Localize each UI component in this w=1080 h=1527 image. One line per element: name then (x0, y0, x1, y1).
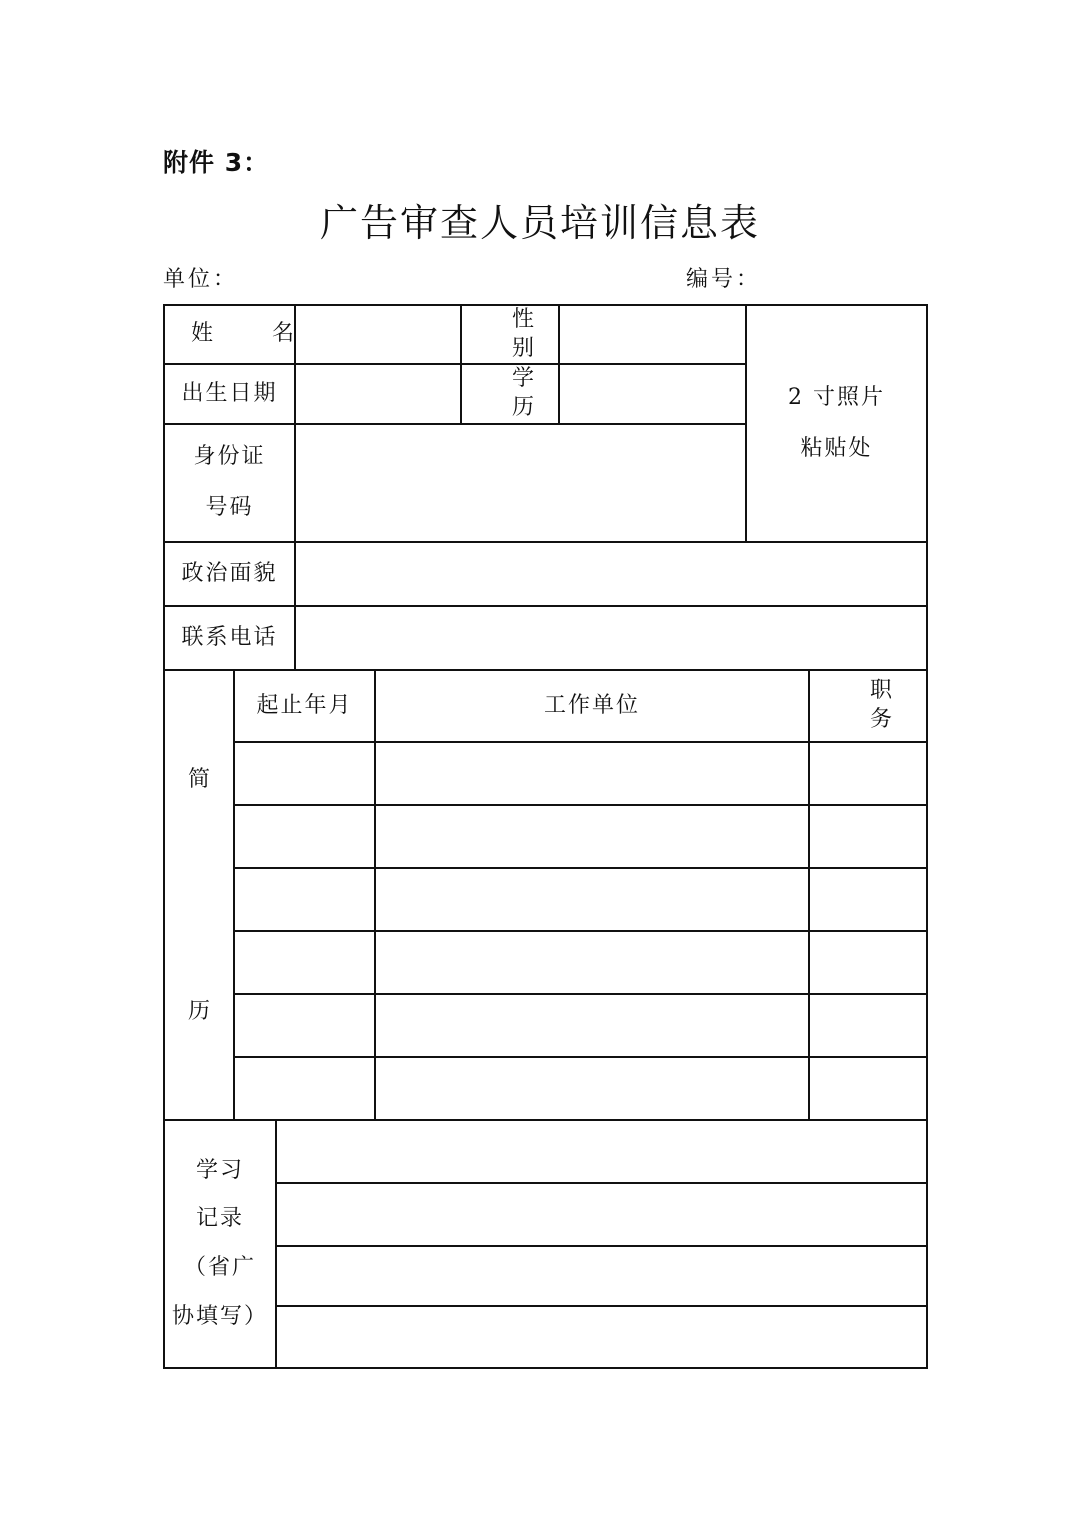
name-label: 姓 名 (191, 321, 320, 347)
row-divider (233, 741, 928, 743)
table-border-right (926, 304, 928, 1369)
row-divider (275, 1305, 928, 1307)
id-number-label-line2: 号码 (205, 495, 254, 520)
education-field[interactable] (560, 365, 745, 423)
row-divider (233, 804, 928, 806)
unit-label: 单位： (163, 267, 239, 292)
political-status-label: 政治面貌 (181, 560, 278, 586)
study-record-line4: 协填写） (171, 1303, 268, 1329)
row-divider (163, 1119, 928, 1121)
political-status-field[interactable] (296, 543, 926, 605)
resume-side-label-bottom: 历 (187, 998, 210, 1024)
photo-label-line1: 2 寸照片 (788, 384, 885, 410)
photo-label-line2: 粘贴处 (800, 435, 873, 461)
page-title: 广告审查人员培训信息表 (319, 201, 760, 245)
study-record-line1: 学习 (195, 1157, 244, 1183)
col-header-position: 职 务 (869, 678, 918, 732)
birth-date-field[interactable] (296, 365, 460, 423)
row-divider (233, 1056, 928, 1058)
row-divider (233, 993, 928, 995)
col-header-period: 起止年月 (256, 692, 353, 718)
code-label: 编号： (686, 267, 762, 292)
phone-label: 联系电话 (181, 624, 278, 650)
row-divider (275, 1245, 928, 1247)
study-record-line2: 记录 (195, 1206, 244, 1232)
study-record-line3: （省广 (183, 1255, 256, 1280)
phone-field[interactable] (296, 607, 926, 669)
row-divider (275, 1182, 928, 1184)
education-label: 学 历 (511, 366, 560, 420)
birth-date-label: 出生日期 (181, 380, 278, 406)
id-number-label (165, 425, 294, 541)
col-divider (275, 1119, 277, 1369)
gender-label: 性 别 (511, 306, 560, 361)
resume-side-label-top: 简 (187, 766, 210, 792)
study-record-label (165, 1121, 275, 1367)
name-field[interactable] (296, 306, 460, 363)
id-number-field[interactable] (296, 425, 745, 541)
table-border-bottom (163, 1367, 928, 1369)
photo-area[interactable] (747, 306, 926, 541)
id-number-label-line1: 身份证 (193, 444, 266, 470)
row-divider (233, 930, 928, 932)
col-header-employer: 工作单位 (543, 692, 640, 718)
attachment-label: 附件 3： (163, 148, 270, 177)
gender-field[interactable] (560, 306, 745, 363)
row-divider (233, 867, 928, 869)
